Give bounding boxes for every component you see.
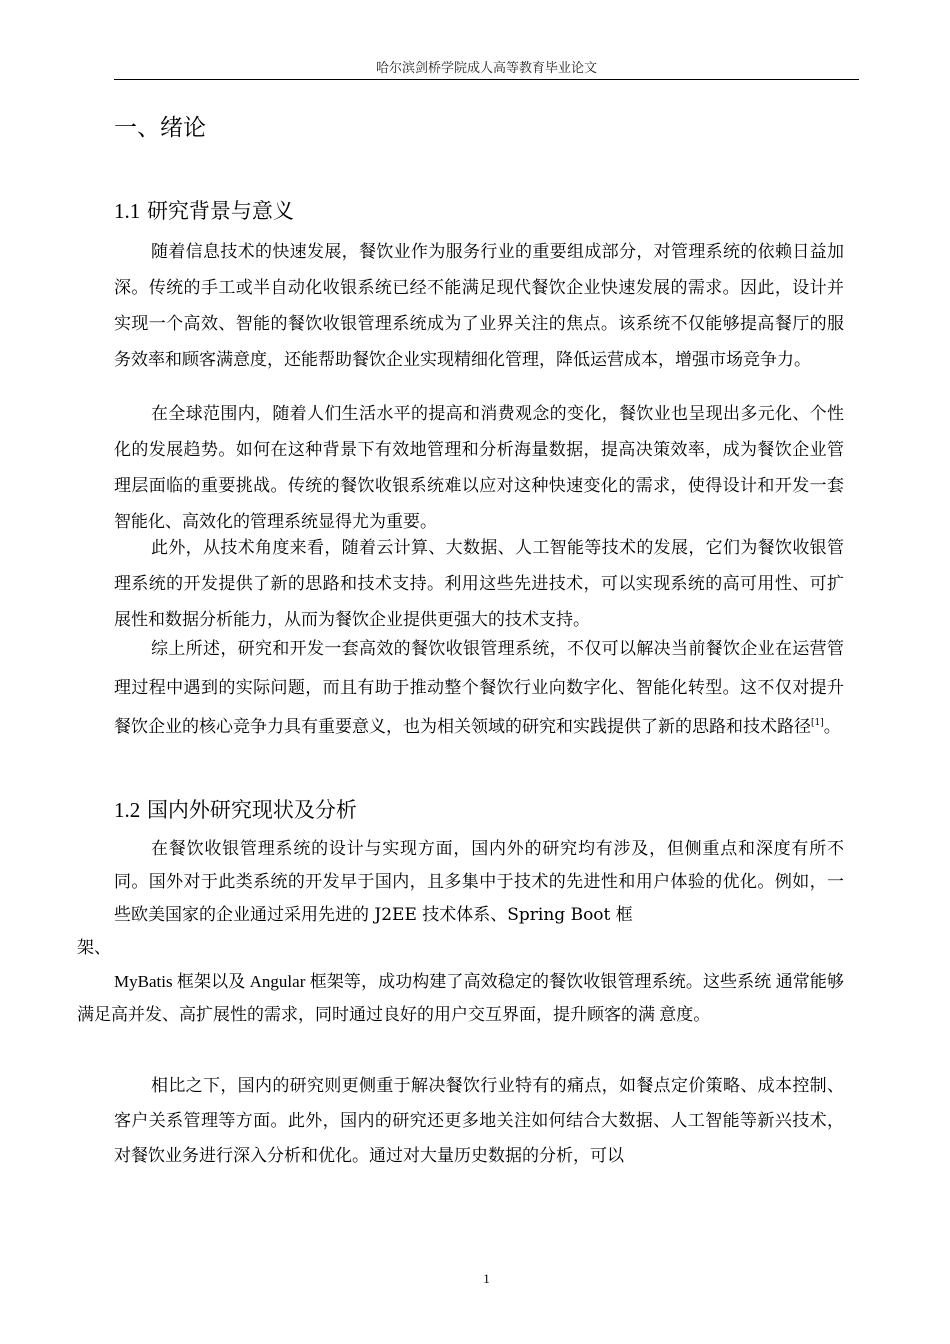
page-number: 1 bbox=[483, 1271, 490, 1286]
body-paragraph: 此外，从技术角度来看，随着云计算、大数据、人工智能等技术的发展，它们为餐饮收银管理系统的开发提供了新的思路和技术支持。利用这些先进技术，可以实现系统的高可用性、可扩展性和数据分析能力，从而为餐饮企业提供更强大的技术支持。 bbox=[114, 538, 844, 630]
paragraph-end-punctuation: 。 bbox=[823, 717, 841, 737]
paragraph-text: 综上所述，研究和开发一套高效的餐饮收银管理系统，不仅可以解决当前餐饮企业在运营管理过程中遇到的实际问题，而且有助于推动整个餐饮行业向数字化、智能化转型。这不仅对提升餐饮企业的核心竞争力具有重要意义，也为相关领域的研究和实践提供了新的思路和技术路径 bbox=[114, 639, 844, 737]
running-header: 哈尔滨剑桥学院成人高等教育毕业论文 bbox=[375, 61, 597, 76]
section-heading-1-1 bbox=[114, 196, 294, 226]
paragraph-text: 在餐饮收银管理系统的设计与实现方面，国内外的研究均有涉及，但侧重点和深度有所不同。国外对于此类系统的开发早于国内，且多集中于技术的先进性和用户体验的优化。例如，一些欧美国家的企业通过采用先进的 J2EE 技术体系、Spring Boot 框 bbox=[114, 839, 844, 925]
chapter-title: 一、绪论 bbox=[114, 115, 206, 141]
paragraph-text-fragment: 架、 bbox=[77, 938, 111, 958]
section-number: 1.1 bbox=[114, 199, 141, 223]
body-paragraph: 相比之下，国内的研究则更侧重于解决餐饮行业特有的痛点，如餐点定价策略、成本控制、客户关系管理等方面。此外，国内的研究还更多地关注如何结合大数据、人工智能等新兴技术，对餐饮业务进行深入分析和优化。通过对大量历史数据的分析，可以 bbox=[114, 1076, 844, 1166]
paragraph-text-continued: MyBatis 框架以及 Angular 框架等，成功构建了高效稳定的餐饮收银管理系统。这些系统 通常能够满足高并发、高扩展性的需求，同时通过良好的用户交互界面，提升顾客的满 意度。 bbox=[77, 972, 844, 1024]
section-heading-1-2 bbox=[114, 795, 357, 825]
section-title-text: 国内外研究现状及分析 bbox=[146, 798, 357, 822]
header-rule bbox=[114, 79, 859, 80]
section-number: 1.2 bbox=[114, 798, 141, 822]
body-paragraph: 在全球范围内，随着人们生活水平的提高和消费观念的变化，餐饮业也呈现出多元化、个性化的发展趋势。如何在这种背景下有效地管理和分析海量数据，提高决策效率，成为餐饮企业管理层面临的重要挑战。传统的餐饮收银系统难以应对这种快速变化的需求，使得设计和开发一套智能化、高效化的管理系统显得尤为重要。 bbox=[114, 404, 844, 532]
body-paragraph: 随着信息技术的快速发展，餐饮业作为服务行业的重要组成部分，对管理系统的依赖日益加深。传统的手工或半自动化收银系统已经不能满足现代餐饮企业快速发展的需求。因此，设计并实现一个高效、智能的餐饮收银管理系统成为了业界关注的焦点。该系统不仅能够提高餐厅的服务效率和顾客满意度，还能帮助餐饮企业实现精细化管理，降低运营成本，增强市场竞争力。 bbox=[114, 242, 844, 370]
citation-reference[interactable]: [1] bbox=[811, 718, 824, 728]
body-paragraph bbox=[77, 833, 844, 1031]
body-paragraph bbox=[114, 630, 844, 747]
section-title-text: 研究背景与意义 bbox=[146, 199, 294, 223]
